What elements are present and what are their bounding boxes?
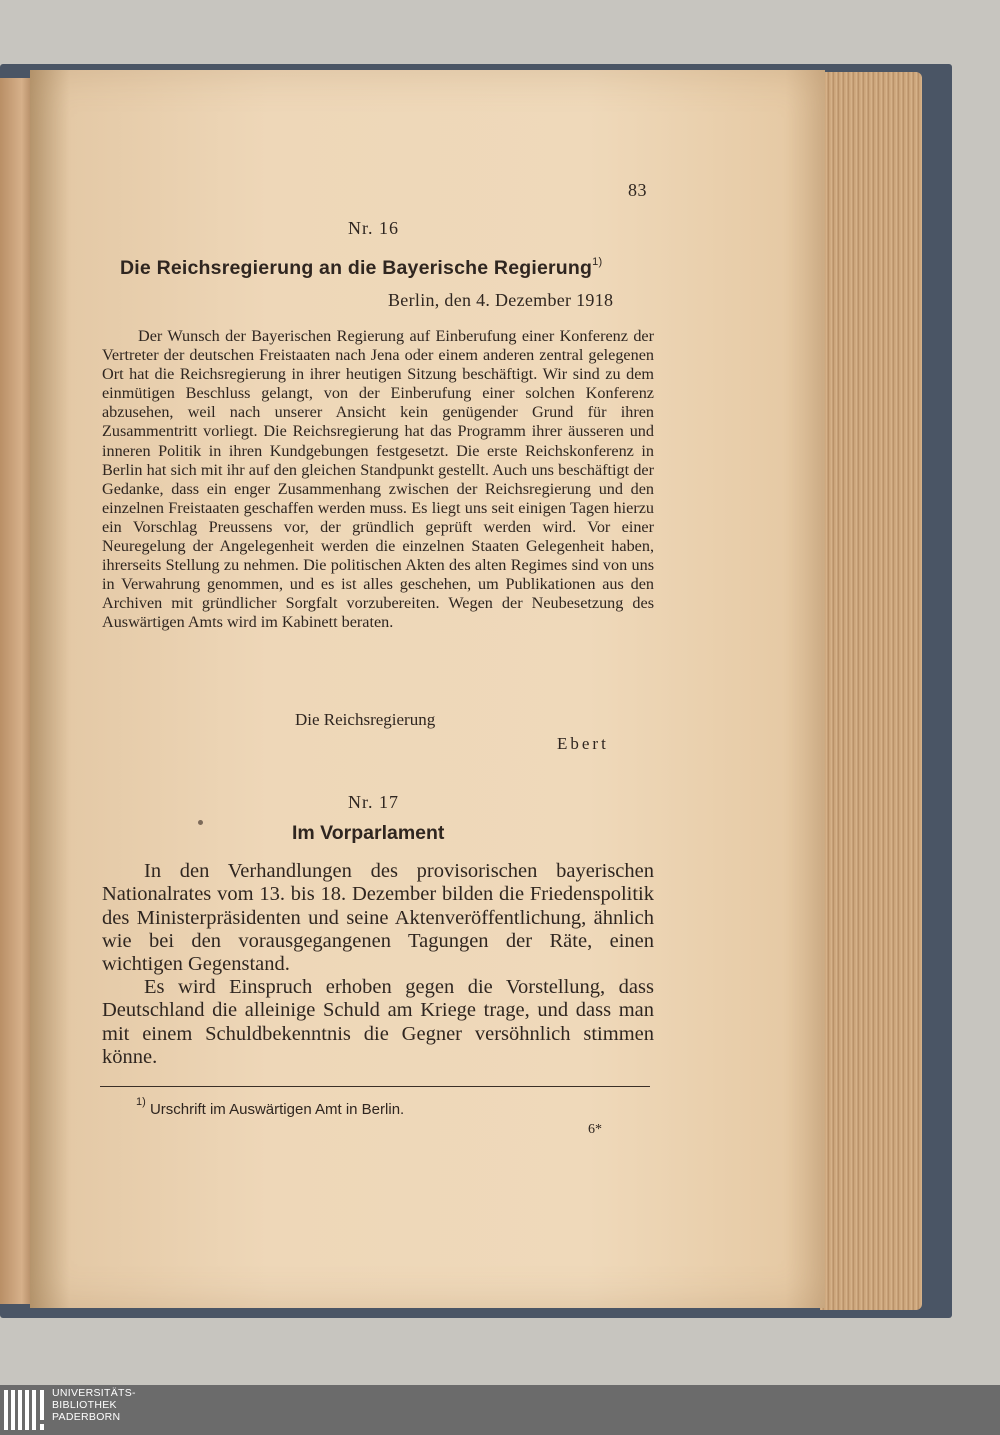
paper-speck <box>198 820 203 825</box>
footnote <box>136 1096 404 1118</box>
document-16-title-text: Die Reichsregierung an die Bayerische Regierung <box>120 257 593 279</box>
library-name-line-3: PADERBORN <box>52 1411 121 1423</box>
document-16-number: Nr. 16 <box>348 218 399 238</box>
document-16-body-text: Der Wunsch der Bayerischen Regierung auf Einberufung einer Konferenz der Vertreter der deutschen Freistaaten nach Jena oder einem anderen zentral gelegenen Ort hat die Reichsregierung in ihrer heutigen Sitzung beschäftigt. Wir sind zu dem einmütigen Beschluss gelangt, von der Einberufung einer solchen Konferenz abzusehen, weil nach unserer Ansicht kein genügender Grund für ihren Zusammentritt vorliegt. Die Reichsregierung hat das Programm ihrer äusseren und inneren Politik in ihren Kundgebungen festgesetzt. Die erste Reichskonferenz in Berlin hat sich mit ihr auf den gleichen Standpunkt gestellt. Auch uns beschäftigt der Gedanke, dass ein enger Zusammenhang zwischen der Reichsregierung und den einzelnen Freistaaten geschaffen werden muss. Es liegt uns seit einigen Tagen hierzu ein Vorschlag Preussens vor, der gründlich geprüft werden wird. Vor einer Neuregelung der Angelegenheit werden die einzelnen Staaten Gelegenheit haben, ihrerseits Stellung zu nehmen. Die politischen Akten des alten Regimes sind von uns in Verwahrung genommen, und es ist alles geschehen, um Publikationen aus den Archiven mit gründlicher Sorgfalt vorzubereiten. Wegen der Neubesetzung des Auswärtigen Amts wird im Kabinett beraten. <box>102 327 654 632</box>
signature-body: Die Reichsregierung <box>295 710 436 729</box>
library-name-line-1: UNIVERSITÄTS- <box>52 1387 136 1399</box>
library-footer <box>0 1385 1000 1435</box>
page-block-edges <box>820 72 922 1310</box>
page-number: 83 <box>628 180 647 200</box>
document-17-paragraph-2 <box>102 976 654 1069</box>
document-17-paragraph-1 <box>102 860 654 976</box>
document-16-body <box>102 327 654 633</box>
sheet-signature: 6* <box>588 1122 602 1137</box>
footnote-reference: 1) <box>592 256 603 268</box>
signature-name: Ebert <box>557 734 609 753</box>
document-17-number: Nr. 17 <box>348 792 399 812</box>
library-barcode-icon <box>2 1388 48 1432</box>
footnote-text: Urschrift im Auswärtigen Amt in Berlin. <box>149 1101 405 1118</box>
library-name <box>52 1387 136 1423</box>
dateline: Berlin, den 4. Dezember 1918 <box>388 290 614 310</box>
footnote-divider <box>100 1086 650 1087</box>
document-17-paragraph-2-text: Es wird Einspruch erhoben gegen die Vorstellung, dass Deutschland die alleinige Schuld am Kriege trage, und dass man mit einem Schuldbekenntnis die Gegner versöhnlich stimmen könne. <box>102 976 654 1068</box>
document-16-title <box>120 256 602 280</box>
document-17-paragraph-1-text: In den Verhandlungen des provisorischen bayerischen Nationalrates vom 13. bis 18. Dezember bilden die Friedenspolitik des Ministerpräsidenten und seine Aktenveröffentlichung, ähnlich wie bei den vorausgegangenen Tagungen der Räte, einen wichtigen Gegenstand. <box>102 860 654 976</box>
library-name-line-2: BIBLIOTHEK <box>52 1399 117 1411</box>
document-17-title: Im Vorparlament <box>292 822 445 844</box>
book-page <box>30 70 825 1308</box>
footnote-marker: 1) <box>136 1096 146 1108</box>
